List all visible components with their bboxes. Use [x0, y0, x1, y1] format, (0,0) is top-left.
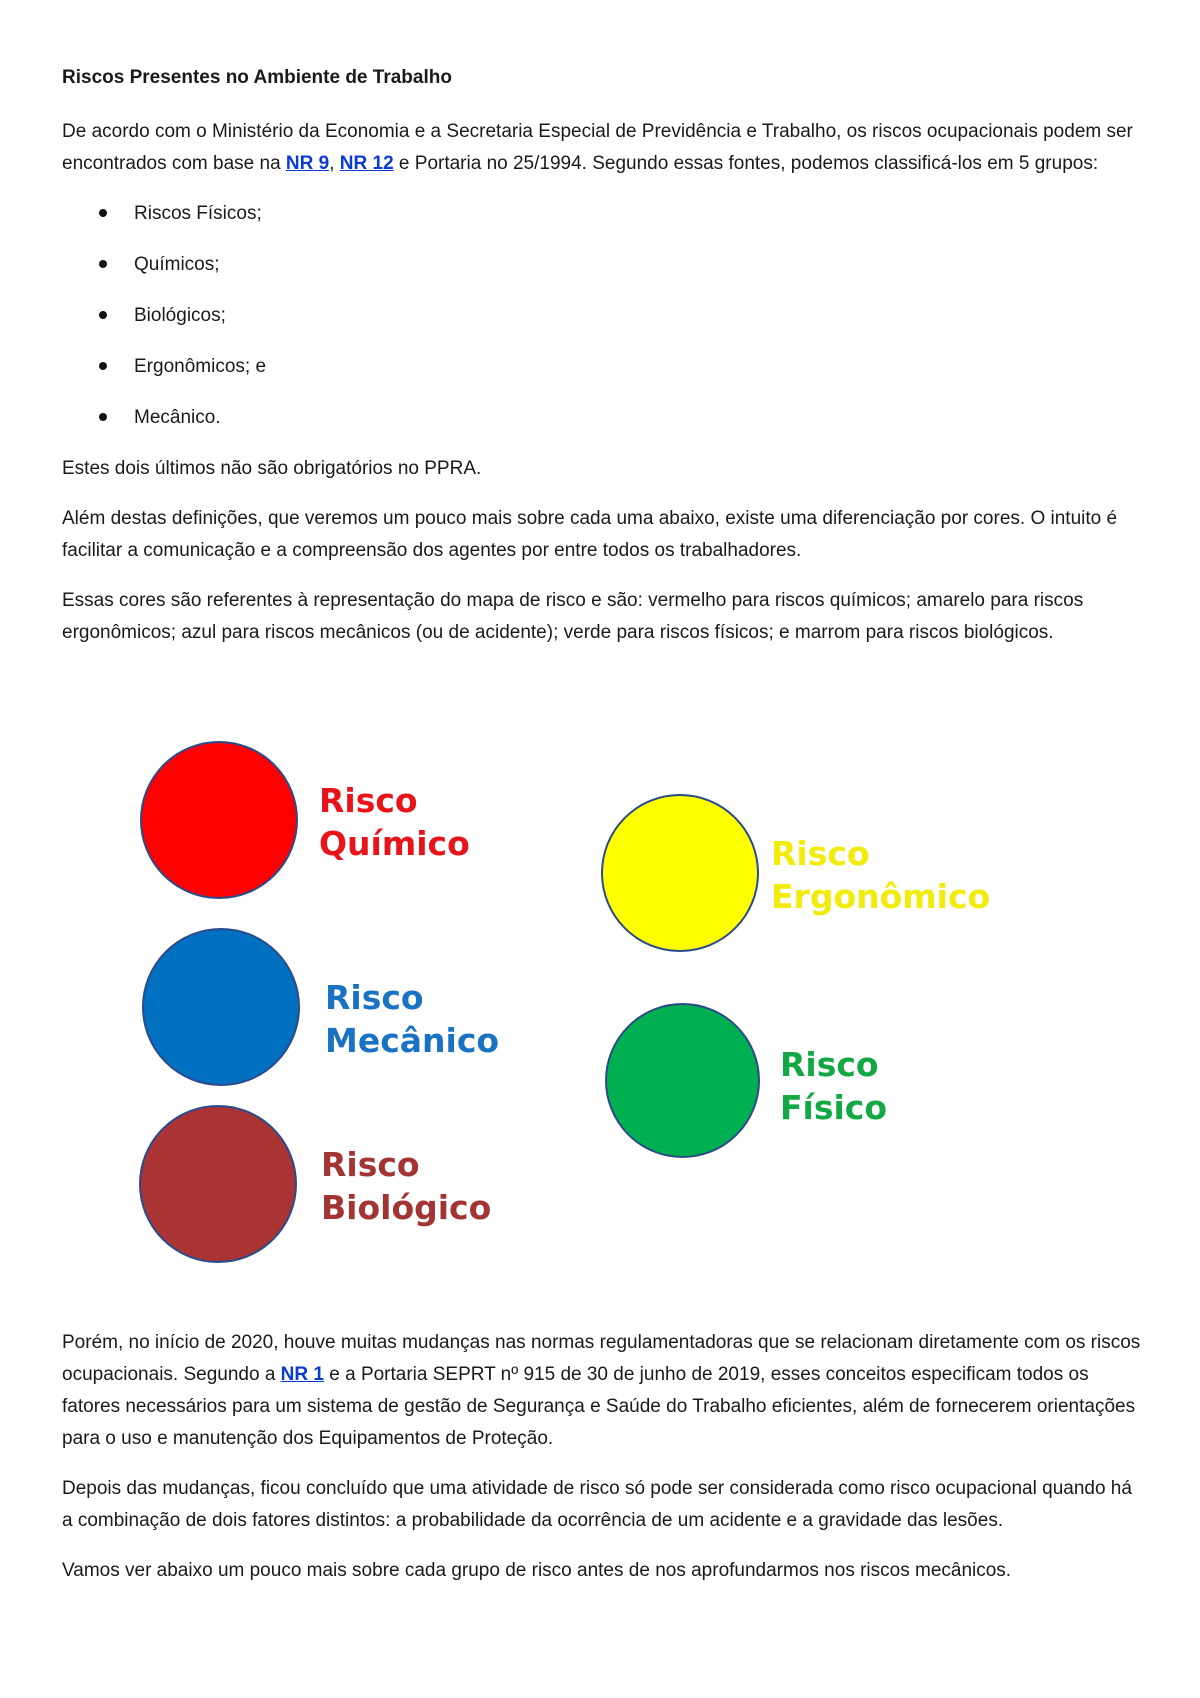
risk-label-ergonomico-line2: Ergonômico [771, 877, 991, 916]
color-list-paragraph: Essas cores são referentes à representação do mapa de risco e são: vermelho para riscos químicos; amarelo para riscos ergonômicos; azul para riscos mecânicos (ou de acidente); verde para riscos físicos; e marrom para riscos biológicos. [62, 590, 1084, 643]
page-title: Riscos Presentes no Ambiente de Trabalho [62, 67, 452, 88]
link-nr1[interactable]: NR 1 [280, 1364, 324, 1385]
list-item: Riscos Físicos; [134, 198, 1142, 230]
intro-text-a: De acordo com o Ministério da Economia e a Secretaria Especial de Previdência e Trabalho, os riscos ocupacionais podem ser encontrados com base na [62, 121, 1133, 174]
list-item: Ergonômicos; e [134, 351, 1142, 383]
intro-separator: , [329, 153, 340, 174]
risk-label-biologico [321, 1143, 491, 1229]
ppra-note: Estes dois últimos não são obrigatórios no PPRA. [62, 458, 482, 479]
risk-circle-fisico [605, 1003, 760, 1158]
document-body [62, 62, 1142, 667]
risk-label-mecanico-line2: Mecânico [325, 1021, 500, 1060]
risk-label-quimico-line2: Químico [319, 824, 470, 863]
risk-circle-biologico [139, 1105, 297, 1263]
changes-text-a: Porém, no início de 2020, houve muitas mudanças nas normas regulamentadoras que se relacionam diretamente com os riscos ocupacionais. Segundo a [62, 1332, 1141, 1385]
risk-label-mecanico [325, 976, 499, 1062]
conclusion-paragraph: Depois das mudanças, ficou concluído que uma atividade de risco só pode ser considerada como risco ocupacional quando há a combinação de dois fatores distintos: a probabilidade da ocorrência de um acidente e a gravidade das lesões. [62, 1478, 1132, 1531]
risk-label-ergonomico-line1: Risco [771, 834, 870, 873]
list-item: Biológicos; [134, 300, 1142, 332]
list-item: Mecânico. [134, 402, 1142, 434]
risk-circle-ergonomico [601, 794, 759, 952]
risk-label-mecanico-line1: Risco [325, 978, 424, 1017]
risk-label-quimico-line1: Risco [319, 781, 418, 820]
risk-groups-list [62, 198, 1142, 434]
link-nr12[interactable]: NR 12 [339, 153, 394, 174]
list-item: Químicos; [134, 249, 1142, 281]
changes-paragraph [62, 1327, 1142, 1455]
risk-label-fisico-line1: Risco [780, 1045, 879, 1084]
document-body-continued [62, 1327, 1142, 1605]
closing-paragraph: Vamos ver abaixo um pouco mais sobre cada grupo de risco antes de nos aprofundarmos nos riscos mecânicos. [62, 1560, 1012, 1581]
risk-circle-quimico [140, 741, 298, 899]
risk-label-biologico-line2: Biológico [321, 1188, 492, 1227]
link-nr9[interactable]: NR 9 [285, 153, 330, 174]
risk-label-quimico [319, 779, 470, 865]
risk-circle-mecanico [142, 928, 300, 1086]
risk-label-ergonomico [771, 832, 990, 918]
color-intro-paragraph: Além destas definições, que veremos um pouco mais sobre cada uma abaixo, existe uma diferenciação por cores. O intuito é facilitar a comunicação e a compreensão dos agentes por entre todos os trabalhadores. [62, 508, 1118, 561]
intro-text-b: e Portaria no 25/1994. Segundo essas fontes, podemos classificá-los em 5 grupos: [393, 153, 1099, 174]
risk-label-fisico-line2: Físico [780, 1088, 888, 1127]
intro-paragraph [62, 116, 1142, 180]
risk-label-biologico-line1: Risco [321, 1145, 420, 1184]
risk-label-fisico [780, 1043, 887, 1129]
changes-text-b: e a Portaria SEPRT nº 915 de 30 de junho de 2019, esses conceitos especificam todos os fatores necessários para um sistema de gestão de Segurança e Saúde do Trabalho eficientes, além de fornecerem orientações para o uso e manutenção dos Equipamentos de Proteção. [62, 1364, 1136, 1449]
